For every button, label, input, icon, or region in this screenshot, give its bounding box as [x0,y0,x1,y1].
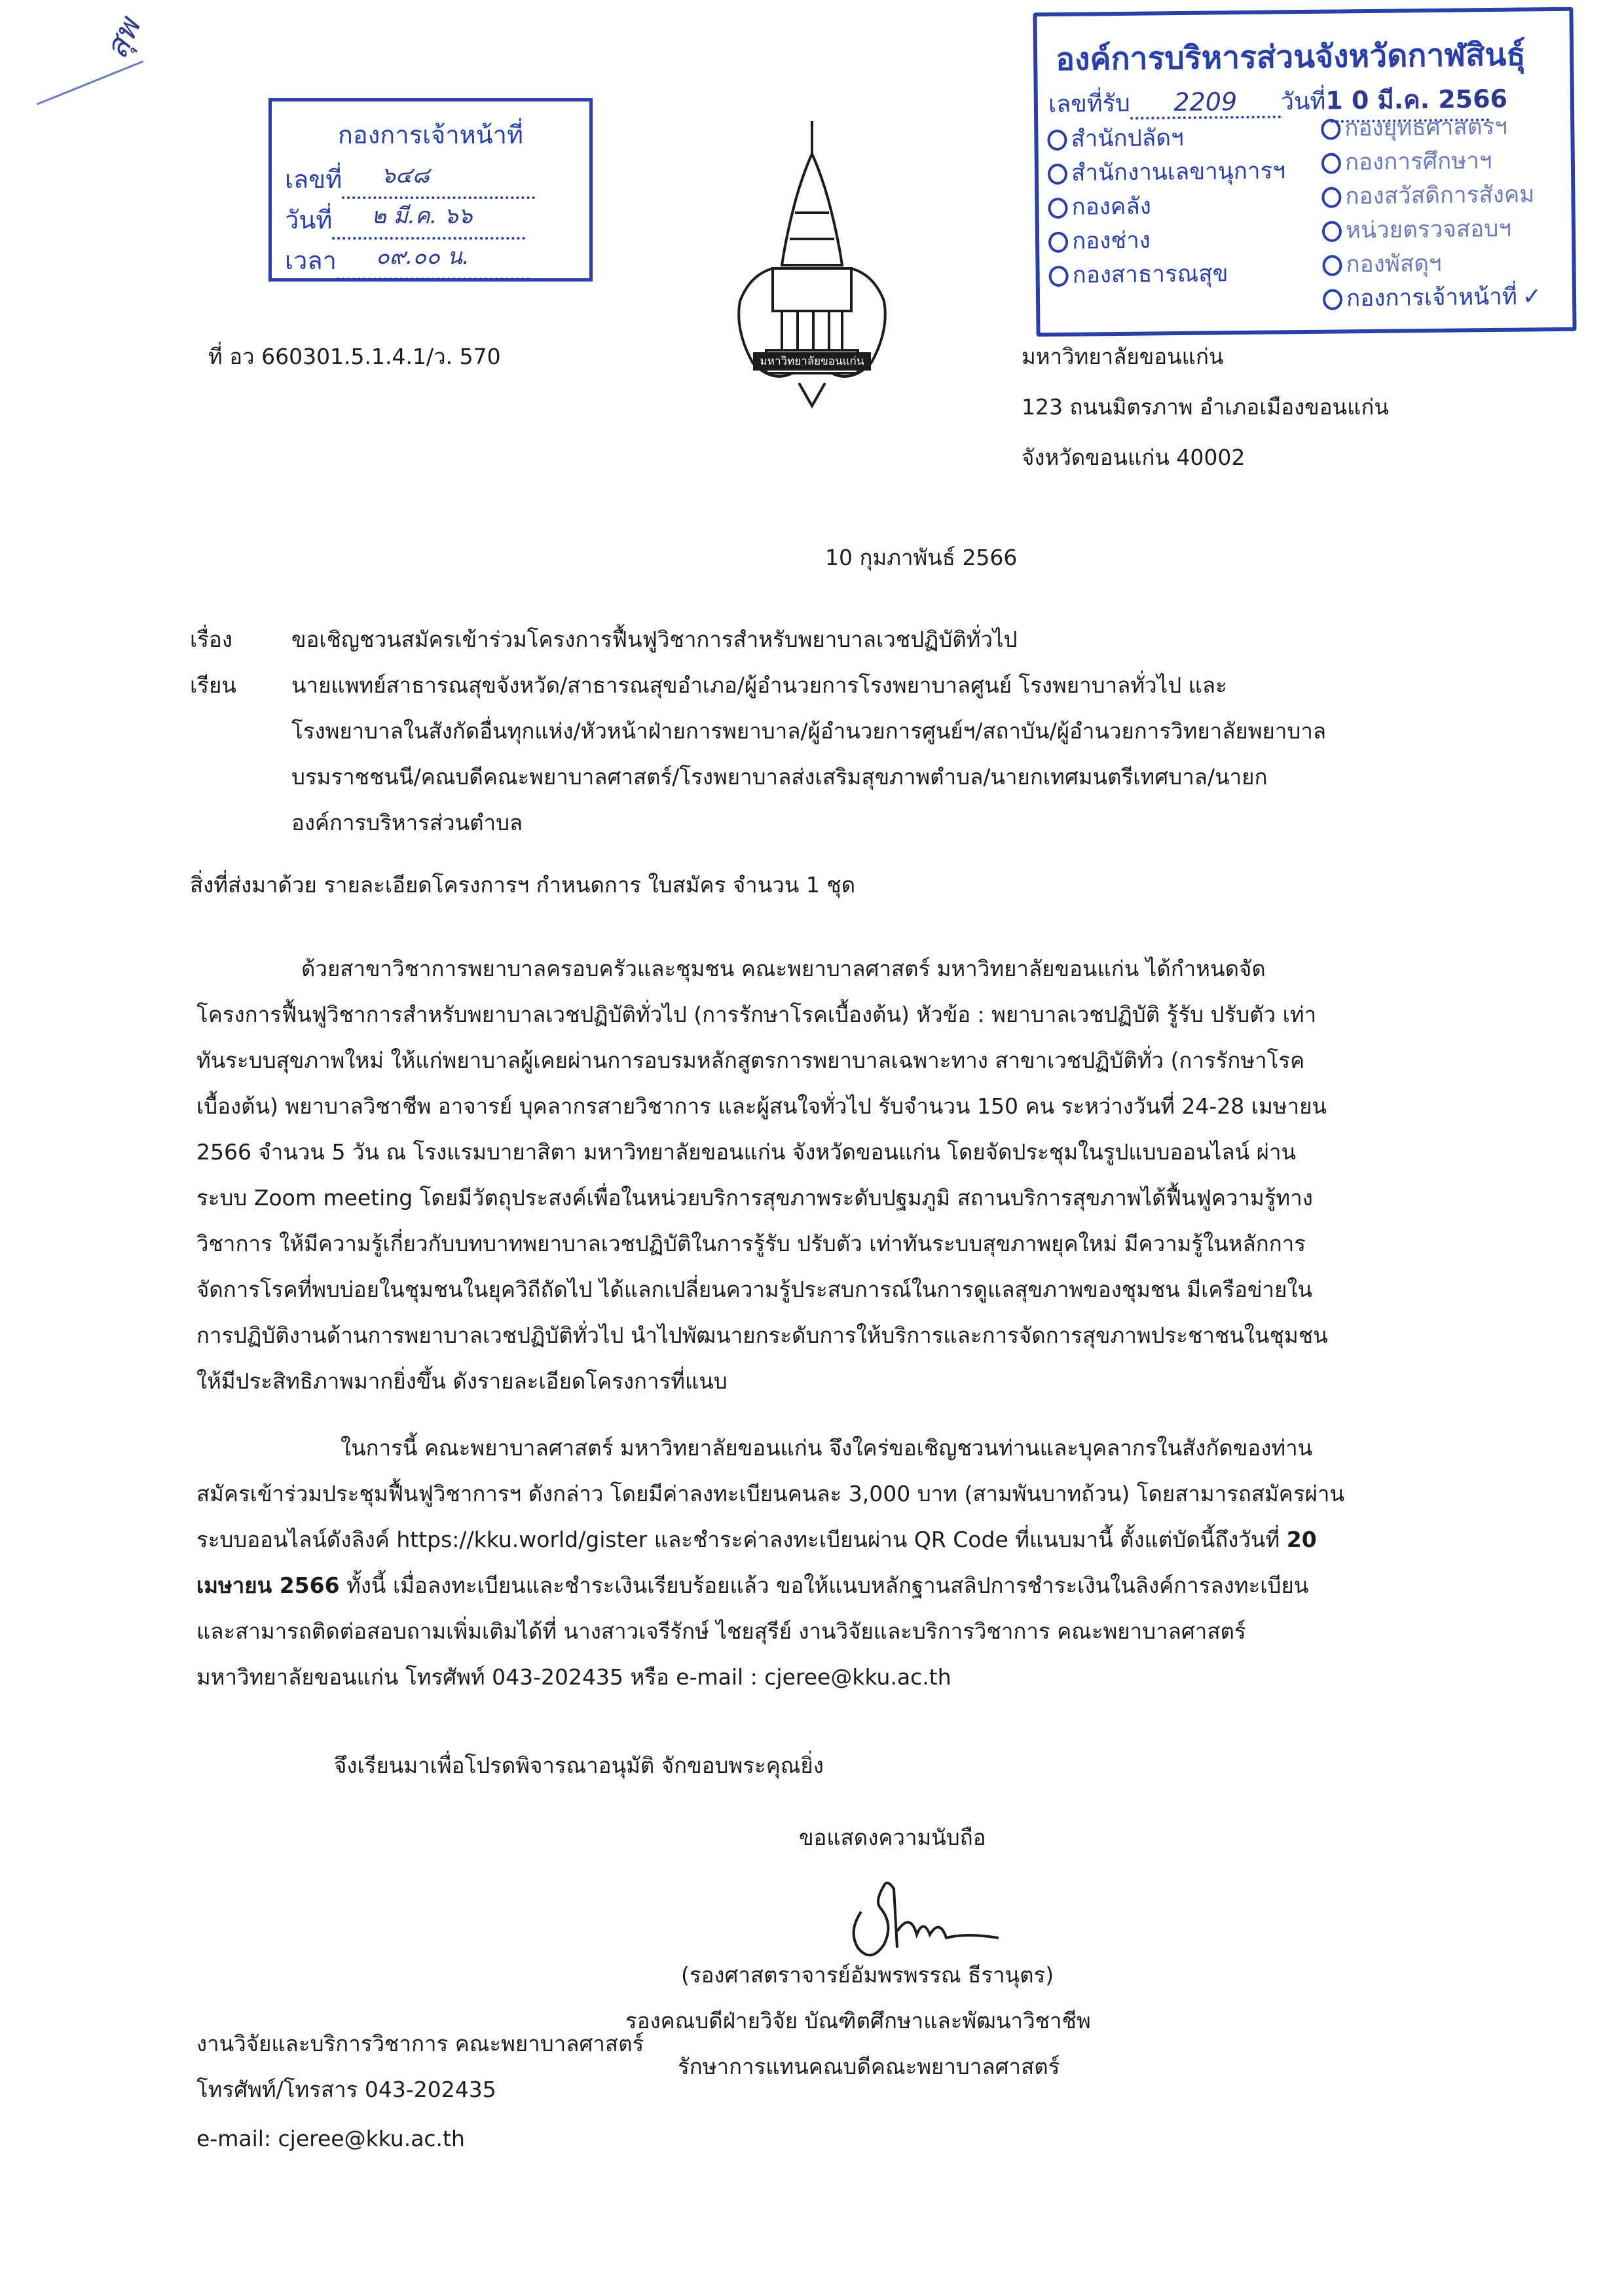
to-line-3: บรมราชชนนี/คณบดีคณะพยาบาลศาสตร์/โรงพยาบาลส่งเสริมสุขภาพตำบล/นายกเทศมนตรีเทศบาล/นายก [291,764,1268,790]
pao-opt-left-4-label: กองสาธารณสุข [1072,261,1228,289]
para2-line-3 [196,1529,1317,1550]
address-line-1: มหาวิทยาลัยขอนแก่น [1022,344,1224,369]
checkbox-circle-icon [1322,255,1342,276]
reference-number: ที่ อว 660301.5.1.4.1/ว. 570 [208,344,501,369]
pao-opt-right-0 [1321,109,1507,147]
dept-stamp-no-value: ๖๔๘ [381,162,430,189]
checkbox-circle-icon [1321,153,1341,173]
checkbox-circle-icon [1323,289,1342,310]
to-line-4: องค์การบริหารส่วนตำบล [291,810,523,835]
dept-receiving-stamp [268,98,593,282]
pao-opt-right-5 [1323,278,1542,316]
para1-line-5: 2566 จำนวน 5 วัน ณ โรงแรมบายาสิตา มหาวิทยาลัยขอนแก่น จังหวัดขอนแก่น โดยจัดประชุมในรูปแบบออนไลน์ ผ่าน [196,1139,1297,1165]
signer-title-1: รองคณบดีฝ่ายวิจัย บัณฑิตศึกษาและพัฒนาวิชาชีพ [625,2008,1091,2033]
handwritten-signature-icon [835,1872,1005,1971]
regards-text: ขอแสดงความนับถือ [799,1825,986,1850]
pao-stamp-received-value: 2209 [1173,87,1238,117]
margin-note: สุพ [98,12,148,64]
dept-stamp-date-value: ๒ มี.ค. ๖๖ [371,203,473,229]
to-line-1: นายแพทย์สาธารณสุขจังหวัด/สาธารณสุขอำเภอ/ผู้อำนวยการโรงพยาบาลศูนย์ โรงพยาบาลทั่วไป และ [291,672,1227,698]
para2-line-3-text: ระบบออนไลน์ดังลิงค์ https://kku.world/gister และชำระค่าลงทะเบียนผ่าน QR Code ที่แนบมานี้ ตั้งแต่บัดนี้ถึงวันที่ [196,1527,1280,1552]
para1-line-10: ให้มีประสิทธิภาพมากยิ่งขึ้น ดังรายละเอียดโครงการที่แนบ [196,1368,728,1394]
dept-stamp-time-label: เวลา [285,246,337,275]
para1-line-4: เบื้องต้น) พยาบาลวิชาชีพ อาจารย์ บุคลากรสายวิชาการ และผู้สนใจทั่วไป รับจำนวน 150 คน ระหว่างวันที่ 24-28 เมษายน [196,1093,1327,1119]
dept-stamp-time-value: ๐๙.๐๐ น. [375,244,470,270]
pao-receiving-stamp [1033,7,1576,337]
pao-opt-right-1-label: กองการศึกษาฯ [1344,148,1492,176]
para1-line-9: การปฏิบัติงานด้านการพยาบาลเวชปฏิบัติทั่วไป นำไปพัฒนายกระดับการให้บริการและการจัดการสุขภาพประชาชนในชุมชน [196,1322,1328,1348]
footer-phone: โทรศัพท์/โทรสาร 043-202435 [196,2077,496,2102]
pao-stamp-date-value: 1 0 มี.ค. 2566 [1325,84,1508,115]
para2-line-1: ในการนี้ คณะพยาบาลศาสตร์ มหาวิทยาลัยขอนแก่น จึงใคร่ขอเชิญชวนท่านและบุคลากรในสังกัดของท่าน [341,1435,1313,1461]
para1-line-3: ทันระบบสุขภาพใหม่ ให้แก่พยาบาลผู้เคยผ่านการอบรมหลักสูตรการพยาบาลเฉพาะทาง สาขาเวชปฏิบัติทั่ว (การรักษาโรค [196,1048,1305,1073]
para2-line-5: และสามารถติดต่อสอบถามเพิ่มเติมได้ที่ นางสาวเจรีรักษ์ ไชยสุรีย์ งานวิจัยและบริการวิชาการ คณะพยาบาลศาสตร์ [196,1618,1246,1644]
pao-opt-right-2-label: กองสวัสดิการสังคม [1345,181,1535,210]
signature [835,1872,1005,1973]
check-mark-icon: ✓ [1522,283,1542,310]
dept-stamp-no-label: เลขที่ [285,165,342,194]
para2-line-6: มหาวิทยาลัยขอนแก่น โทรศัพท์ 043-202435 หรือ e-mail : cjeree@kku.ac.th [196,1664,951,1690]
pao-opt-right-4-label: กองพัสดุฯ [1346,250,1442,278]
pao-opt-right-2 [1321,176,1535,214]
address-line-3: จังหวัดขอนแก่น 40002 [1022,445,1246,470]
address-line-2: 123 ถนนมิตรภาพ อำเภอเมืองขอนแก่น [1022,394,1389,420]
checkbox-circle-icon [1322,221,1342,242]
footer-email: e-mail: cjeree@kku.ac.th [196,2126,465,2151]
deadline-day: 20 [1286,1527,1317,1552]
deadline-month-year: เมษายน 2566 [196,1573,340,1598]
dept-stamp-title: กองการเจ้าหน้าที่ [337,120,524,149]
para2-line-4 [196,1575,1308,1596]
checkbox-circle-icon [1048,164,1067,185]
checkbox-circle-icon [1321,118,1340,139]
closing-text: จึงเรียนมาเพื่อโปรดพิจารณาอนุมัติ จักขอบพระคุณยิ่ง [334,1753,824,1778]
para1-line-1: ด้วยสาขาวิชาการพยาบาลครอบครัวและชุมชน คณะพยาบาลศาสตร์ มหาวิทยาลัยขอนแก่น ได้กำหนดจัด [301,956,1266,981]
pao-stamp-date-label: วันที่ [1280,88,1326,116]
subject-text: ขอเชิญชวนสมัครเข้าร่วมโครงการฟื้นฟูวิชาการสำหรับพยาบาลเวชปฏิบัติทั่วไป [291,627,1018,652]
pao-opt-left-3 [1048,222,1151,259]
para1-line-8: จัดการโรคที่พบบ่อยในชุมชนในยุควิถีถัดไป ได้แลกเปลี่ยนความรู้ประสบการณ์ในการดูแลสุขภาพของชุมชน มีเครือข่ายใน [196,1277,1313,1302]
dept-stamp-date-row [285,200,525,240]
pao-opt-right-0-label: กองยุทธศาสตรฯ [1344,113,1508,142]
para1-line-7: วิชาการ ให้มีความรู้เกี่ยวกับบทบาทพยาบาลเวชปฏิบัติในการรู้รับ ปรับตัว เท่าทันระบบสุขภาพยุคใหม่ มีความรู้ในหลักการ [196,1231,1306,1256]
checkbox-circle-icon [1048,232,1068,253]
checkbox-circle-icon [1048,198,1067,219]
dept-stamp-date-label: วันที่ [285,206,333,234]
signer-name: (รองศาสตราจารย์อัมพรพรรณ ธีรานุตร) [681,1962,1054,1988]
pao-opt-left-2-label: กองคลัง [1071,193,1152,221]
pao-opt-right-5-label: กองการเจ้าหน้าที่ [1346,283,1518,312]
pao-opt-right-1 [1321,143,1492,181]
para1-line-2: โครงการฟื้นฟูวิชาการสำหรับพยาบาลเวชปฏิบัติทั่วไป (การรักษาโรคเบื้องต้น) หัวข้อ : พยาบาลเวชปฏิบัติ รู้รับ ปรับตัว เท่า [196,1002,1317,1027]
to-line-2: โรงพยาบาลในสังกัดอื่นทุกแห่ง/หัวหน้าฝ่ายการพยาบาล/ผู้อำนวยการศูนย์ฯ/สถาบัน/ผู้อำนวยการวิทยาลัยพยาบาล [291,718,1327,744]
pen-stroke [37,60,143,105]
para2-line-4-text: ทั้งนี้ เมื่อลงทะเบียนและชำระเงินเรียบร้อยแล้ว ขอให้แนบหลักฐานสลิปการชำระเงินในลิงค์การลงทะเบียน [346,1573,1309,1598]
para1-line-6: ระบบ Zoom meeting โดยมีวัตถุประสงค์เพื่อในหน่วยบริการสุขภาพระดับปฐมภูมิ สถานบริการสุขภาพได้ฟื้นฟูความรู้ทาง [196,1185,1313,1211]
subject-label: เรื่อง [190,627,232,652]
university-emblem [727,115,897,409]
pao-opt-right-4 [1322,246,1442,283]
pao-stamp-received-label: เลขที่รับ [1048,90,1131,118]
enclosure: สิ่งที่ส่งมาด้วย รายละเอียดโครงการฯ กำหนดการ ใบสมัคร จำนวน 1 ชุด [190,872,856,898]
pao-opt-left-0-label: สำนักปลัดฯ [1071,124,1184,153]
emblem-caption: มหาวิทยาลัยขอนแก่น [760,355,864,368]
pao-opt-right-3 [1322,211,1512,249]
dept-stamp-no-row [285,159,535,199]
checkbox-circle-icon [1048,266,1068,287]
to-label: เรียน [190,672,236,698]
signer-title-2: รักษาการแทนคณบดีคณะพยาบาลศาสตร์ [678,2054,1060,2079]
pao-stamp-title: องค์การบริหารส่วนจังหวัดกาฬสินธุ์ [1055,36,1526,78]
pao-opt-left-2 [1048,188,1151,225]
dept-stamp-time-row [285,240,530,280]
pao-opt-left-3-label: กองช่าง [1071,227,1151,255]
pao-opt-left-0 [1047,120,1184,157]
pao-opt-left-1 [1048,153,1286,191]
checkbox-circle-icon [1321,187,1341,208]
footer-department: งานวิจัยและบริการวิชาการ คณะพยาบาลศาสตร์ [196,2031,644,2056]
checkbox-circle-icon [1047,130,1067,151]
pao-opt-left-4 [1048,255,1228,293]
para2-line-2: สมัครเข้าร่วมประชุมฟื้นฟูวิชาการฯ ดังกล่าว โดยมีค่าลงทะเบียนคนละ 3,000 บาท (สามพันบาทถ้วน) โดยสามารถสมัครผ่าน [196,1481,1344,1506]
pao-opt-left-1-label: สำนักงานเลขานุการฯ [1071,158,1286,187]
pao-opt-right-3-label: หน่วยตรวจสอบฯ [1345,215,1512,244]
letter-date: 10 กุมภาพันธ์ 2566 [825,545,1018,570]
